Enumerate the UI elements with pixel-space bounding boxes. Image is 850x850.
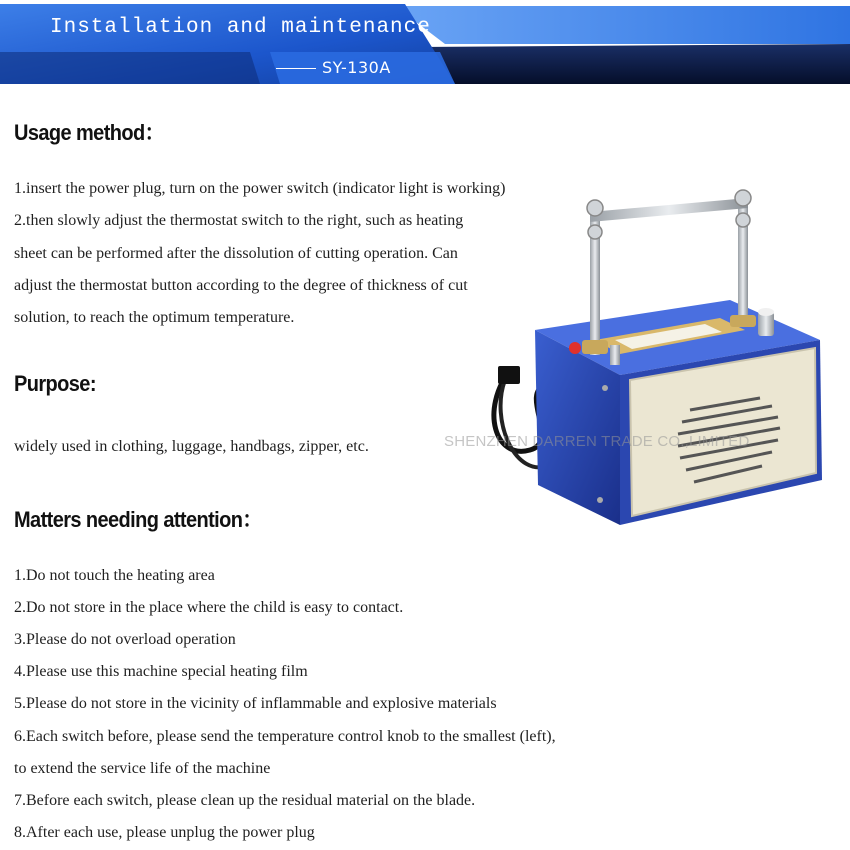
usage-line-3: sheet can be performed after the dissolution of cutting operation. Can: [14, 245, 458, 262]
attention-line-1: 1.Do not touch the heating area: [14, 567, 215, 584]
watermark: SHENZHEN DARREN TRADE CO.,LIMITED: [444, 433, 750, 450]
usage-method-heading: Usage method：: [14, 120, 165, 146]
attention-line-7: to extend the service life of the machine: [14, 760, 271, 777]
purpose-heading: Purpose:: [14, 372, 96, 397]
dash-icon: [276, 68, 316, 69]
usage-line-5: solution, to reach the optimum temperature.: [14, 309, 295, 326]
model-label: SY-130A: [322, 58, 391, 77]
usage-line-4: adjust the thermostat button according to the degree of thickness of cut: [14, 277, 468, 294]
attention-line-2: 2.Do not store in the place where the child is easy to contact.: [14, 599, 404, 616]
purpose-line-1: widely used in clothing, luggage, handbags, zipper, etc.: [14, 438, 369, 455]
attention-line-9: 8.After each use, please unplug the power plug: [14, 824, 315, 841]
attention-line-6: 6.Each switch before, please send the temperature control knob to the smallest (left),: [14, 728, 556, 745]
banner-model: [276, 58, 391, 77]
hot-cutter-machine-image: [490, 180, 830, 540]
attention-line-5: 5.Please do not store in the vicinity of inflammable and explosive materials: [14, 695, 497, 712]
attention-line-8: 7.Before each switch, please clean up the residual material on the blade.: [14, 792, 476, 809]
header-banner: [0, 0, 850, 84]
banner-title: Installation and maintenance: [50, 16, 431, 39]
attention-line-3: 3.Please do not overload operation: [14, 631, 236, 648]
attention-heading: Matters needing attention：: [14, 507, 262, 533]
banner-graphic: [0, 0, 850, 84]
usage-line-1: 1.insert the power plug, turn on the power switch (indicator light is working): [14, 180, 506, 197]
attention-line-4: 4.Please use this machine special heating film: [14, 663, 308, 680]
usage-line-2: 2.then slowly adjust the thermostat switch to the right, such as heating: [14, 212, 464, 229]
